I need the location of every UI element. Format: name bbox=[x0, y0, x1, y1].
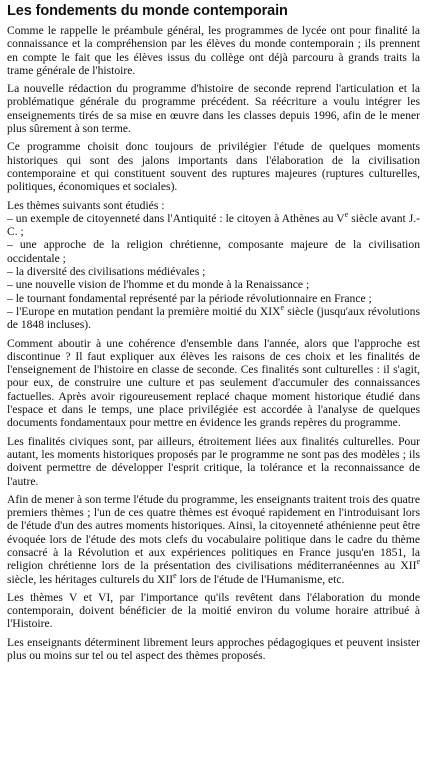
paragraph-preambule: Comme le rappelle le préambule général, les programmes de lycée ont pour finalité la connaissance et la compréhension par les élèves du monde contemporain ; ils prennent en compte le fait que les élèves issus du collège ont déjà parcouru à grands traits la trame générale de l'histoire. bbox=[7, 24, 420, 77]
paragraph-terme: Afin de mener à son terme l'étude du programme, les enseignants traitent trois des quatre premiers thèmes ; l'un de ces quatre thèmes est évoqué rapidement en l'introduisant lors de l'étude d'un des autres moments historiques. Ainsi, la citoyenneté athénienne peut être évoquée lors de l'étude des mots clefs du vocabulaire politique dans le cadre du thème consacré à la Révolution et aux expériences politiques en France jusqu'en 1851, la religion chrétienne lors de la présentation des civilisations méditerranéennes au XIIe siècle, les héritages culturels du XIIe lors de l'étude de l'Humanisme, etc. bbox=[7, 492, 420, 586]
paragraph-civic: Les finalités civiques sont, par ailleurs, étroitement liées aux finalités culturelles. Pour autant, les moments historiques proposés par le programme ne sont pas des modèles ; ils doivent permettre de développer l'esprit critique, la tolérance et la reconnaissance de l'autre. bbox=[7, 434, 420, 488]
paragraph-coherence: Comment aboutir à une cohérence d'ensemble dans l'année, alors que l'approche est discontinue ? Il faut expliquer aux élèves les raisons de ces choix et les finalités de l'enseignement de l'histoire en classe de seconde. Ces finalités sont culturelles : il s'agit, pour eux, de construire une culture et pas seulement d'accumuler des connaissances factuelles. Après avoir rigoureusement replacé chaque moment historique étudié dans l'espace et dans le temps, une place privilégiée est accordée à l'analyse de quelques documents fondamentaux pour mettre en évidence les grands repères du programme. bbox=[7, 336, 420, 430]
theme-item: – la diversité des civilisations médiévales ; bbox=[7, 265, 206, 279]
theme-item: – un exemple de citoyenneté dans l'Antiquité : le citoyen à Athènes au Ve siècle avant J.-C. ; bbox=[7, 210, 420, 239]
paragraph-moments: Ce programme choisit donc toujours de privilégier l'étude de quelques moments historiques qui sont des jalons importants dans l'élaboration de la civilisation contemporaine et qui constituent souvent des ruptures majeures (ruptures culturelles, politiques, économiques et sociales). bbox=[7, 140, 420, 194]
themes-list bbox=[7, 212, 420, 332]
page-title: Les fondements du monde contemporain bbox=[7, 3, 288, 19]
paragraph-themes-v-vi: Les thèmes V et VI, par l'importance qu'ils revêtent dans l'élaboration du monde contemporain, doivent bénéficier de la moitié environ du volume horaire attribué à l'Histoire. bbox=[7, 590, 420, 631]
theme-item: – une nouvelle vision de l'homme et du monde à la Renaissance ; bbox=[7, 278, 310, 292]
paragraph-redaction: La nouvelle rédaction du programme d'histoire de seconde reprend l'articulation et la problématique générale du programme précédent. Sa réécriture a voulu intégrer les enseignements tirés de sa mise en œuvre dans les classes depuis 1996, afin de le mener plus sûrement à son terme. bbox=[7, 82, 420, 136]
themes-intro: Les thèmes suivants sont étudiés : bbox=[7, 198, 165, 212]
theme-item: – le tournant fondamental représenté par la période révolutionnaire en France ; bbox=[7, 291, 372, 305]
theme-item: – une approche de la religion chrétienne, composante majeure de la civilisation occidentale ; bbox=[7, 238, 420, 265]
paragraph-final: Les enseignants déterminent librement leurs approches pédagogiques et peuvent insister plus ou moins sur tel ou tel aspect des thèmes proposés. bbox=[7, 635, 420, 663]
theme-item: – l'Europe en mutation pendant la première moitié du XIXe siècle (jusqu'aux révolutions de 1848 incluses). bbox=[7, 303, 420, 332]
document-page bbox=[7, 2, 420, 667]
